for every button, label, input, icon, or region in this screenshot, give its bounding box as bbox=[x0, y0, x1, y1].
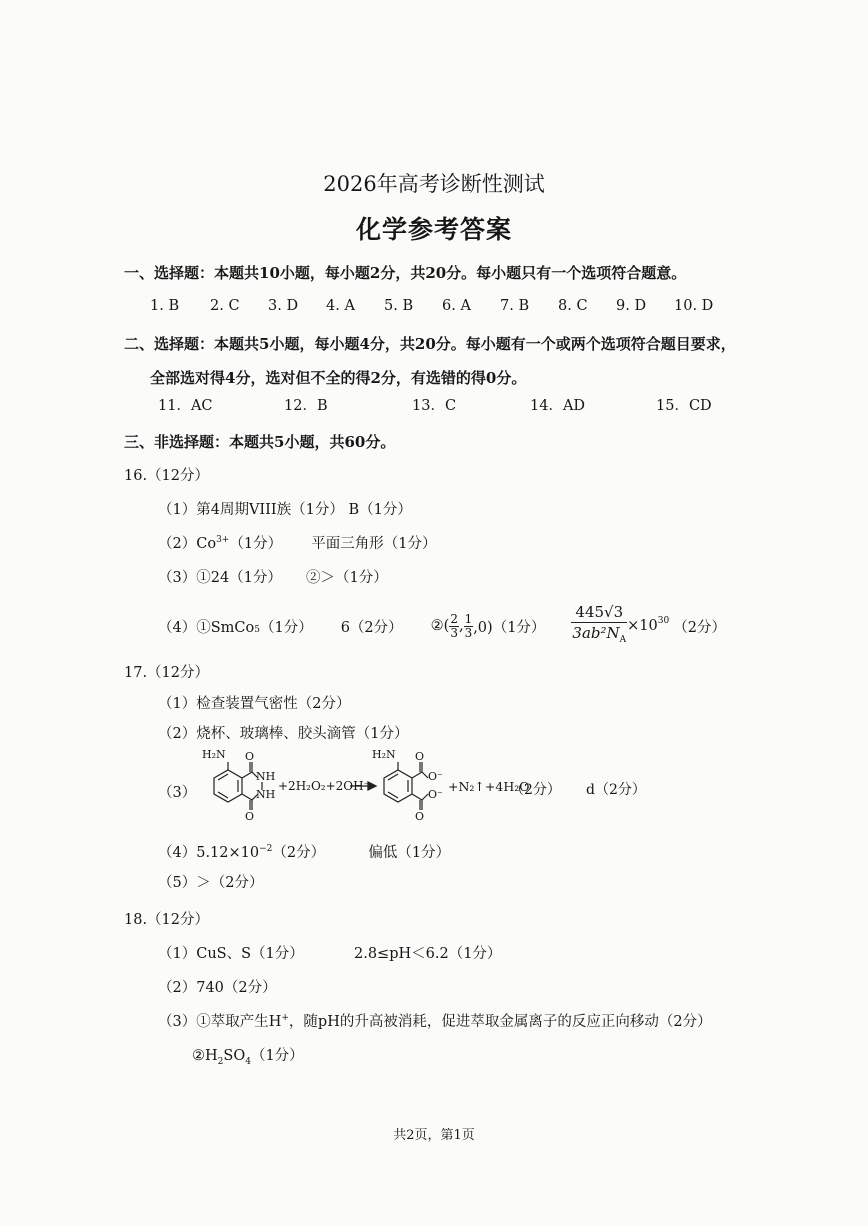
q16-part3-b: ②＞（1分） bbox=[306, 570, 388, 586]
subject-title: 化学参考答案 bbox=[355, 215, 512, 244]
product-ominus-top: O⁻ bbox=[428, 770, 443, 783]
q17-title: 17.（12分） bbox=[124, 665, 210, 681]
density-score: （2分） bbox=[673, 619, 726, 636]
q17-part2: （2）烧杯、玻璃棒、胶头滴管（1分） bbox=[158, 726, 409, 742]
answer-15: 15．CD bbox=[656, 398, 712, 414]
density-multiplier: ×10 bbox=[627, 618, 658, 634]
answer-3: 3. D bbox=[268, 298, 299, 314]
q16-part2-score: （1分） bbox=[229, 536, 283, 552]
q18-part1-b: 2.8≤pH＜6.2（1分） bbox=[354, 946, 502, 962]
product-oxygen-top: O bbox=[415, 750, 425, 763]
q16-part4-coord-close: ,0)（1分） bbox=[473, 619, 546, 636]
q17-part4-exponent: −2 bbox=[259, 844, 273, 855]
density-fraction bbox=[571, 602, 627, 650]
section1-answers bbox=[150, 298, 713, 314]
fraction-1-3: $\frac{1}{3}$ bbox=[464, 611, 473, 640]
q16-part4-coord-num: 6（2分） bbox=[340, 619, 403, 636]
answer-1: 1. B bbox=[150, 298, 180, 314]
answer-11: 11．AC bbox=[158, 398, 213, 414]
answer-2: 2. C bbox=[210, 298, 240, 314]
reactant-amino: H₂N bbox=[202, 748, 226, 761]
reactant-oxygen-top: O bbox=[245, 750, 255, 763]
answer-8: 8. C bbox=[558, 298, 588, 314]
reaction-scheme bbox=[192, 748, 752, 830]
reagents: +2H₂O₂+2OH⁻ bbox=[278, 779, 370, 793]
section2-heading: 二、选择题：本题共5小题，每小题4分，共20分。每小题有一个或两个选项符合题目要求， bbox=[124, 335, 736, 353]
q16-part4-sub: 5 bbox=[254, 625, 260, 635]
exam-title: 2026年高考诊断性测试 bbox=[323, 172, 545, 196]
product-ominus-bottom: O⁻ bbox=[428, 788, 443, 801]
q17-part4-effect: 偏低（1分） bbox=[368, 845, 451, 861]
q16-part4-formula: （4）①SmCo bbox=[158, 619, 255, 636]
reactant-nh-top: NH bbox=[256, 770, 276, 783]
page-footer: 共2页，第1页 bbox=[393, 1128, 475, 1143]
reactant-nh-bottom: NH bbox=[256, 788, 276, 801]
q16-part4-score1: （1分） bbox=[259, 619, 313, 636]
answer-13: 13．C bbox=[412, 398, 457, 414]
answer-10: 10. D bbox=[674, 298, 714, 314]
q18-part3b: $②H_2SO_4(1$分） bbox=[192, 1048, 304, 1067]
q17-part3-label: （3） bbox=[158, 785, 197, 801]
answer-9: 9. D bbox=[616, 298, 647, 314]
q18-part3a: （3）①萃取产生H+，随pH的升高被消耗，促进萃取金属离子的反应正向移动（2分） bbox=[158, 1013, 712, 1030]
section2-heading-cont: 全部选对得4分，选对但不全的得2分，有选错的得0分。 bbox=[150, 369, 527, 387]
q16-part2-shape: 平面三角形（1分） bbox=[311, 536, 437, 552]
q16-part1: （1）第4周期VIII族（1分） B（1分） bbox=[158, 502, 412, 518]
answer-5: 5. B bbox=[384, 298, 414, 314]
answer-4: 4. A bbox=[326, 298, 355, 314]
reaction-choice: d（2分） bbox=[586, 782, 646, 798]
reaction-score: （2分） bbox=[510, 782, 561, 798]
product-oxygen-bottom: O bbox=[415, 810, 425, 823]
q16-part4: （4）①SmCo $_5$ （1分） 6（2分） ②( $\frac{2}{3}$ , $\frac{1}{3}$ ,0)（1分） $\frac{445√3}{3ab^2N_A}$ ×10 $^{30}$ （2分） bbox=[158, 604, 726, 648]
answer-6: 6. A bbox=[442, 298, 471, 314]
density-exponent: 30 bbox=[657, 616, 670, 626]
density-denominator: $3ab^2N_A$ bbox=[572, 624, 627, 645]
q17-part4-value: （4）5.12×10 bbox=[158, 845, 260, 861]
density-numerator: 445√3 bbox=[571, 602, 627, 623]
q18-part1-a: （1）CuS、S（1分） bbox=[158, 946, 304, 962]
q18-part2: （2）740（2分） bbox=[158, 980, 277, 996]
answer-14: 14．AD bbox=[530, 398, 586, 414]
q16-part3 bbox=[158, 566, 388, 587]
q16-part2-charge: 3+ bbox=[216, 535, 230, 546]
q18-part1 bbox=[158, 942, 501, 963]
q18-title: 18.（12分） bbox=[124, 912, 210, 928]
q17-part1: （1）检查装置气密性（2分） bbox=[158, 696, 351, 712]
section1-heading: 一、选择题：本题共10小题，每小题2分，共20分。每小题只有一个选项符合题意。 bbox=[124, 264, 687, 282]
product-amino: H₂N bbox=[372, 748, 396, 761]
answer-12: 12．B bbox=[284, 398, 328, 414]
q16-title: 16.（12分） bbox=[124, 468, 210, 484]
q16-part4-coord-open: ②( bbox=[430, 618, 450, 634]
answer-7: 7. B bbox=[500, 298, 530, 314]
section3-heading: 三、非选择题：本题共5小题，共60分。 bbox=[124, 433, 396, 451]
section2-answers bbox=[158, 394, 712, 415]
q17-part5: （5）＞（2分） bbox=[158, 875, 264, 891]
q16-part2-ion: （2）Co bbox=[158, 536, 217, 552]
q16-part3-a: （3）①24（1分） bbox=[158, 570, 282, 586]
q17-part4-score: （2分） bbox=[272, 845, 326, 861]
reactant-oxygen-bottom: O bbox=[245, 810, 255, 823]
q17-part4 bbox=[158, 841, 450, 862]
q16-part2 bbox=[158, 532, 437, 553]
fraction-2-3: $\frac{2}{3}$ bbox=[450, 611, 458, 640]
products: +N₂↑+4H₂O bbox=[448, 779, 530, 794]
